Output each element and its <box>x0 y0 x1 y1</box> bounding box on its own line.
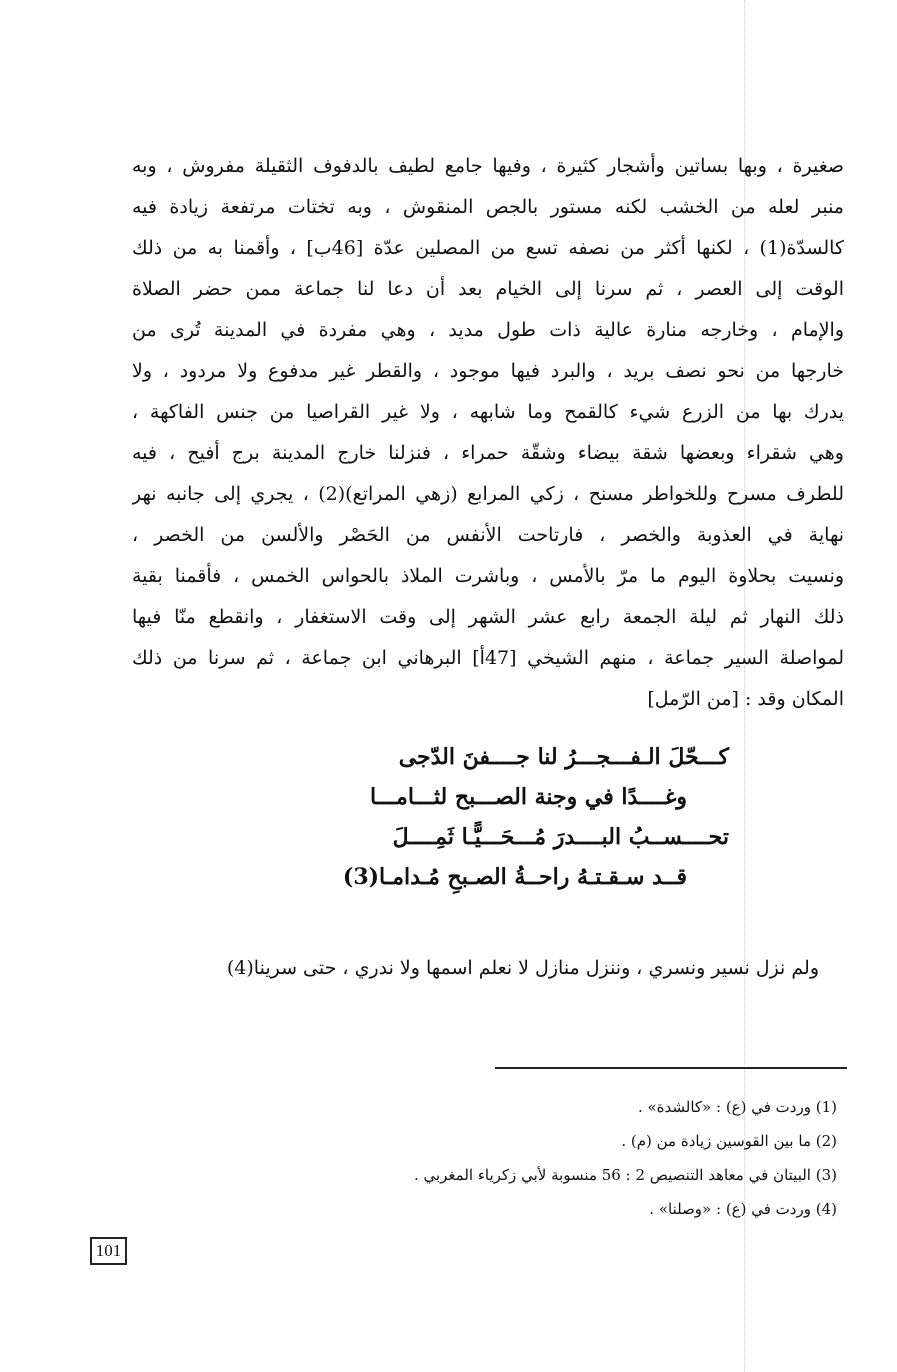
body-line: للطرف مسرح وللخواطر مسنح ، زكي المرابع (زهي المراتع)(2) ، يجري إلى جانبه نهر <box>132 483 844 505</box>
body-line: ونسيت بحلاوة اليوم ما مرّ بالأمس ، وباشرت الملاذ بالحواس الخمس ، فأقمنا بقية <box>132 565 844 587</box>
footnotes <box>317 1090 837 1226</box>
verse-line-2: وغــــدًا في وجنة الصـــبح لثـــامـــا <box>370 784 687 810</box>
footnote-1: (1) وردت في (ع) : «كالشدة» . <box>637 1098 837 1116</box>
trailing-line: ولم نزل نسير ونسري ، وننزل منازل لا نعلم اسمها ولا ندري ، حتى سرينا(4) <box>226 957 819 979</box>
body-line: منبر لعله من الخشب لكنه مستور بالجص المنقوش ، وبه تختات مرتفعة زيادة فيه <box>132 196 844 218</box>
body-line: صغيرة ، وبها بساتين وأشجار كثيرة ، وفيها جامع لطيف بالدفوف الثقيلة مفروش ، وبه <box>132 155 844 177</box>
footnote-divider <box>495 1067 847 1069</box>
body-line: المكان وقد : [من الرّمل] <box>647 688 844 710</box>
footnote-2: (2) ما بين القوسين زيادة من (م) . <box>621 1132 837 1150</box>
body-line: لمواصلة السير جماعة ، منهم الشيخي [47أ] البرهاني ابن جماعة ، ثم سرنا من ذلك <box>132 647 844 669</box>
footnote-3: (3) البيتان في معاهد التنصيص 2 : 56 منسوبة لأبي زكرياء المغربي . <box>413 1166 837 1184</box>
body-line: كالسدّة(1) ، لكنها أكثر من نصفه تسع من المصلين عدّة [46ب] ، وأقمنا به من ذلك <box>132 237 844 259</box>
body-line: ذلك النهار ثم ليلة الجمعة رابع عشر الشهر إلى وقت الاستغفار ، وانقطع منّا فيها <box>132 606 844 628</box>
verse-line-4: قــد سـقـتـهُ راحــةُ الصـبحِ مُـدامـا(3) <box>342 864 687 890</box>
body-line: الوقت إلى العصر ، ثم سرنا إلى الخيام بعد أن دعا لنا جماعة ممن حضر الصلاة <box>132 278 844 300</box>
body-text <box>132 146 844 720</box>
body-line: يدرك بها من الزرع شيء كالقمح وما شابهه ، ولا غير القراصيا من جنس الفاكهة ، <box>132 401 844 423</box>
body-line: والإمام ، وخارجه منارة عالية ذات طول مديد ، وهي مفردة في المدينة تُرى من <box>132 319 844 341</box>
footnote-4: (4) وردت في (ع) : «وصلنا» . <box>649 1200 837 1218</box>
verse-line-3: تحــــســبُ البــــدرَ مُـــحَـــيًّـا ثَمِــــلَ <box>392 824 729 850</box>
body-line: خارجها من نحو نصف بريد ، والبرد فيها موجود ، والقطر غير مدفوع ولا مردود ، ولا <box>132 360 844 382</box>
page-number: 101 <box>90 1237 127 1265</box>
body-line: نهاية في العذوبة والخصر ، فارتاحت الأنفس من الحَصْر والألسن من الخصر ، <box>132 524 844 546</box>
body-line: وهي شقراء وبعضها شقة بيضاء وشقّة حمراء ، فنزلنا خارج المدينة برج أفيح ، فيه <box>132 442 844 464</box>
verse-line-1: كـــحّلَ الـفـــجـــرُ لنا جــــفنَ الدّجى <box>398 744 729 770</box>
